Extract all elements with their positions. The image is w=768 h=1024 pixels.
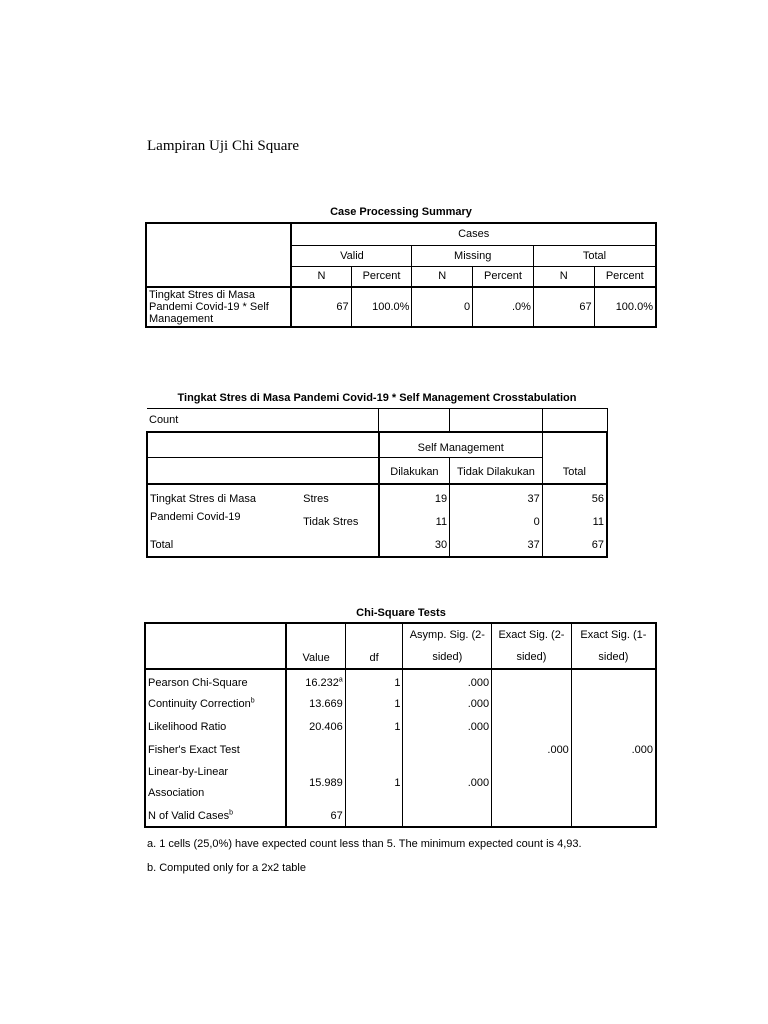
table-cell: 56 bbox=[542, 484, 607, 509]
header-line: sided) bbox=[432, 651, 463, 663]
sub-header: N bbox=[533, 266, 594, 287]
col-header-dilakukan: Dilakukan bbox=[379, 458, 450, 484]
valid-header: Valid bbox=[291, 245, 412, 266]
table-cell: 37 bbox=[450, 535, 543, 557]
header-line: Exact Sig. (1- bbox=[580, 629, 647, 641]
table-cell: 100.0% bbox=[594, 287, 656, 327]
page-title: Lampiran Uji Chi Square bbox=[147, 138, 300, 154]
table-cell: .0% bbox=[473, 287, 534, 327]
table-cell: 13.669 bbox=[286, 692, 345, 715]
sub-header: Percent bbox=[351, 266, 412, 287]
table-cell: .000 bbox=[492, 738, 572, 761]
row-label: Tingkat Stres di Masa Pandemi Covid-19 * Self Management bbox=[146, 287, 291, 327]
table-cell: .000 bbox=[403, 669, 492, 692]
label-line: Association bbox=[148, 787, 205, 799]
chi-square-caption: Chi-Square Tests bbox=[356, 607, 446, 619]
header-line: sided) bbox=[516, 651, 547, 663]
table-cell bbox=[571, 805, 656, 827]
row-group-label: Tingkat Stres di Masa bbox=[147, 484, 301, 509]
sub-header: N bbox=[412, 266, 473, 287]
df-header: df bbox=[345, 623, 403, 669]
total-header: Total bbox=[533, 245, 656, 266]
table-cell: 11 bbox=[379, 509, 450, 535]
table-cell: 67 bbox=[533, 287, 594, 327]
table-cell: 1 bbox=[345, 692, 403, 715]
footnote-a: a. 1 cells (25,0%) have expected count less than 5. The minimum expected count is 4,93. bbox=[147, 838, 582, 850]
table-cell bbox=[571, 692, 656, 715]
table-cell: 67 bbox=[291, 287, 351, 327]
footnote-b: b. Computed only for a 2x2 table bbox=[147, 862, 306, 874]
count-label: Count bbox=[147, 409, 379, 432]
footnote-marker: b bbox=[229, 808, 234, 816]
table-cell bbox=[492, 761, 572, 805]
missing-header: Missing bbox=[412, 245, 533, 266]
corner-cell bbox=[146, 223, 291, 287]
value-header: Value bbox=[286, 623, 345, 669]
table-cell bbox=[571, 669, 656, 692]
crosstab-caption: Tingkat Stres di Masa Pandemi Covid-19 * Self Management Crosstabulation bbox=[177, 392, 577, 404]
table-cell: 1 bbox=[345, 669, 403, 692]
table-cell: 30 bbox=[379, 535, 450, 557]
table-cell: 1 bbox=[345, 761, 403, 805]
exact-sig-1-header bbox=[571, 623, 656, 669]
table-cell bbox=[286, 669, 345, 692]
table-cell bbox=[345, 738, 403, 761]
table-cell bbox=[286, 738, 345, 761]
self-management-header: Self Management bbox=[379, 432, 543, 458]
label-text: Pearson Chi-Square bbox=[148, 677, 248, 689]
row-label-likelihood: Likelihood Ratio bbox=[145, 715, 286, 738]
row-label-continuity bbox=[145, 692, 286, 715]
case-summary-caption: Case Processing Summary bbox=[330, 206, 472, 218]
label-text: Continuity Correction bbox=[148, 697, 251, 710]
sub-header: Percent bbox=[594, 266, 656, 287]
row-label-stres: Stres bbox=[303, 492, 329, 505]
row-label-total: Total bbox=[147, 535, 379, 557]
table-cell bbox=[492, 669, 572, 692]
row-label-fisher: Fisher's Exact Test bbox=[145, 738, 286, 761]
table-cell bbox=[403, 738, 492, 761]
table-cell: .000 bbox=[403, 692, 492, 715]
crosstab-table bbox=[146, 408, 608, 558]
row-label-pearson bbox=[145, 669, 286, 692]
case-summary-table bbox=[145, 222, 657, 328]
row-label-tidak-stres: Tidak Stres bbox=[303, 515, 359, 528]
sub-header: N bbox=[291, 266, 351, 287]
table-cell: .000 bbox=[631, 743, 653, 756]
header-line: sided) bbox=[598, 651, 629, 663]
table-cell: 15.989 bbox=[286, 761, 345, 805]
chi-square-table bbox=[144, 622, 657, 828]
table-cell bbox=[492, 692, 572, 715]
header-line: Exact Sig. (2- bbox=[498, 629, 565, 641]
col-header-total: Total bbox=[542, 458, 607, 484]
cases-header: Cases bbox=[291, 223, 656, 245]
col-header-tidak-dilakukan: Tidak Dilakukan bbox=[450, 458, 543, 484]
table-cell bbox=[571, 761, 656, 805]
table-cell: 100.0% bbox=[351, 287, 412, 327]
value-text: 16.232 bbox=[305, 677, 339, 689]
table-cell: 11 bbox=[542, 509, 607, 535]
table-cell: 67 bbox=[286, 805, 345, 827]
row-label-n-valid bbox=[145, 805, 286, 827]
table-cell: 19 bbox=[379, 484, 450, 509]
footnote-marker: a bbox=[338, 676, 343, 684]
table-cell: 37 bbox=[450, 484, 543, 509]
label-line: Linear-by-Linear bbox=[148, 766, 229, 778]
table-cell: 0 bbox=[412, 287, 473, 327]
table-cell: 20.406 bbox=[286, 715, 345, 738]
sub-header: Percent bbox=[473, 266, 534, 287]
row-group-label: Pandemi Covid-19 bbox=[147, 509, 301, 535]
table-cell: 67 bbox=[542, 535, 607, 557]
row-label-linear bbox=[145, 761, 286, 805]
exact-sig-2-header bbox=[492, 623, 572, 669]
table-cell bbox=[492, 715, 572, 738]
label-text: N of Valid Cases bbox=[148, 809, 230, 822]
header-line: Asymp. Sig. (2- bbox=[409, 629, 485, 641]
table-cell bbox=[492, 805, 572, 827]
table-cell: 1 bbox=[345, 715, 403, 738]
footnote-marker: b bbox=[250, 696, 255, 704]
asymp-sig-header bbox=[403, 623, 492, 669]
table-cell bbox=[403, 805, 492, 827]
table-cell bbox=[345, 805, 403, 827]
table-cell: .000 bbox=[403, 715, 492, 738]
table-cell: 0 bbox=[450, 509, 543, 535]
table-cell: .000 bbox=[403, 761, 492, 805]
table-cell bbox=[571, 715, 656, 738]
